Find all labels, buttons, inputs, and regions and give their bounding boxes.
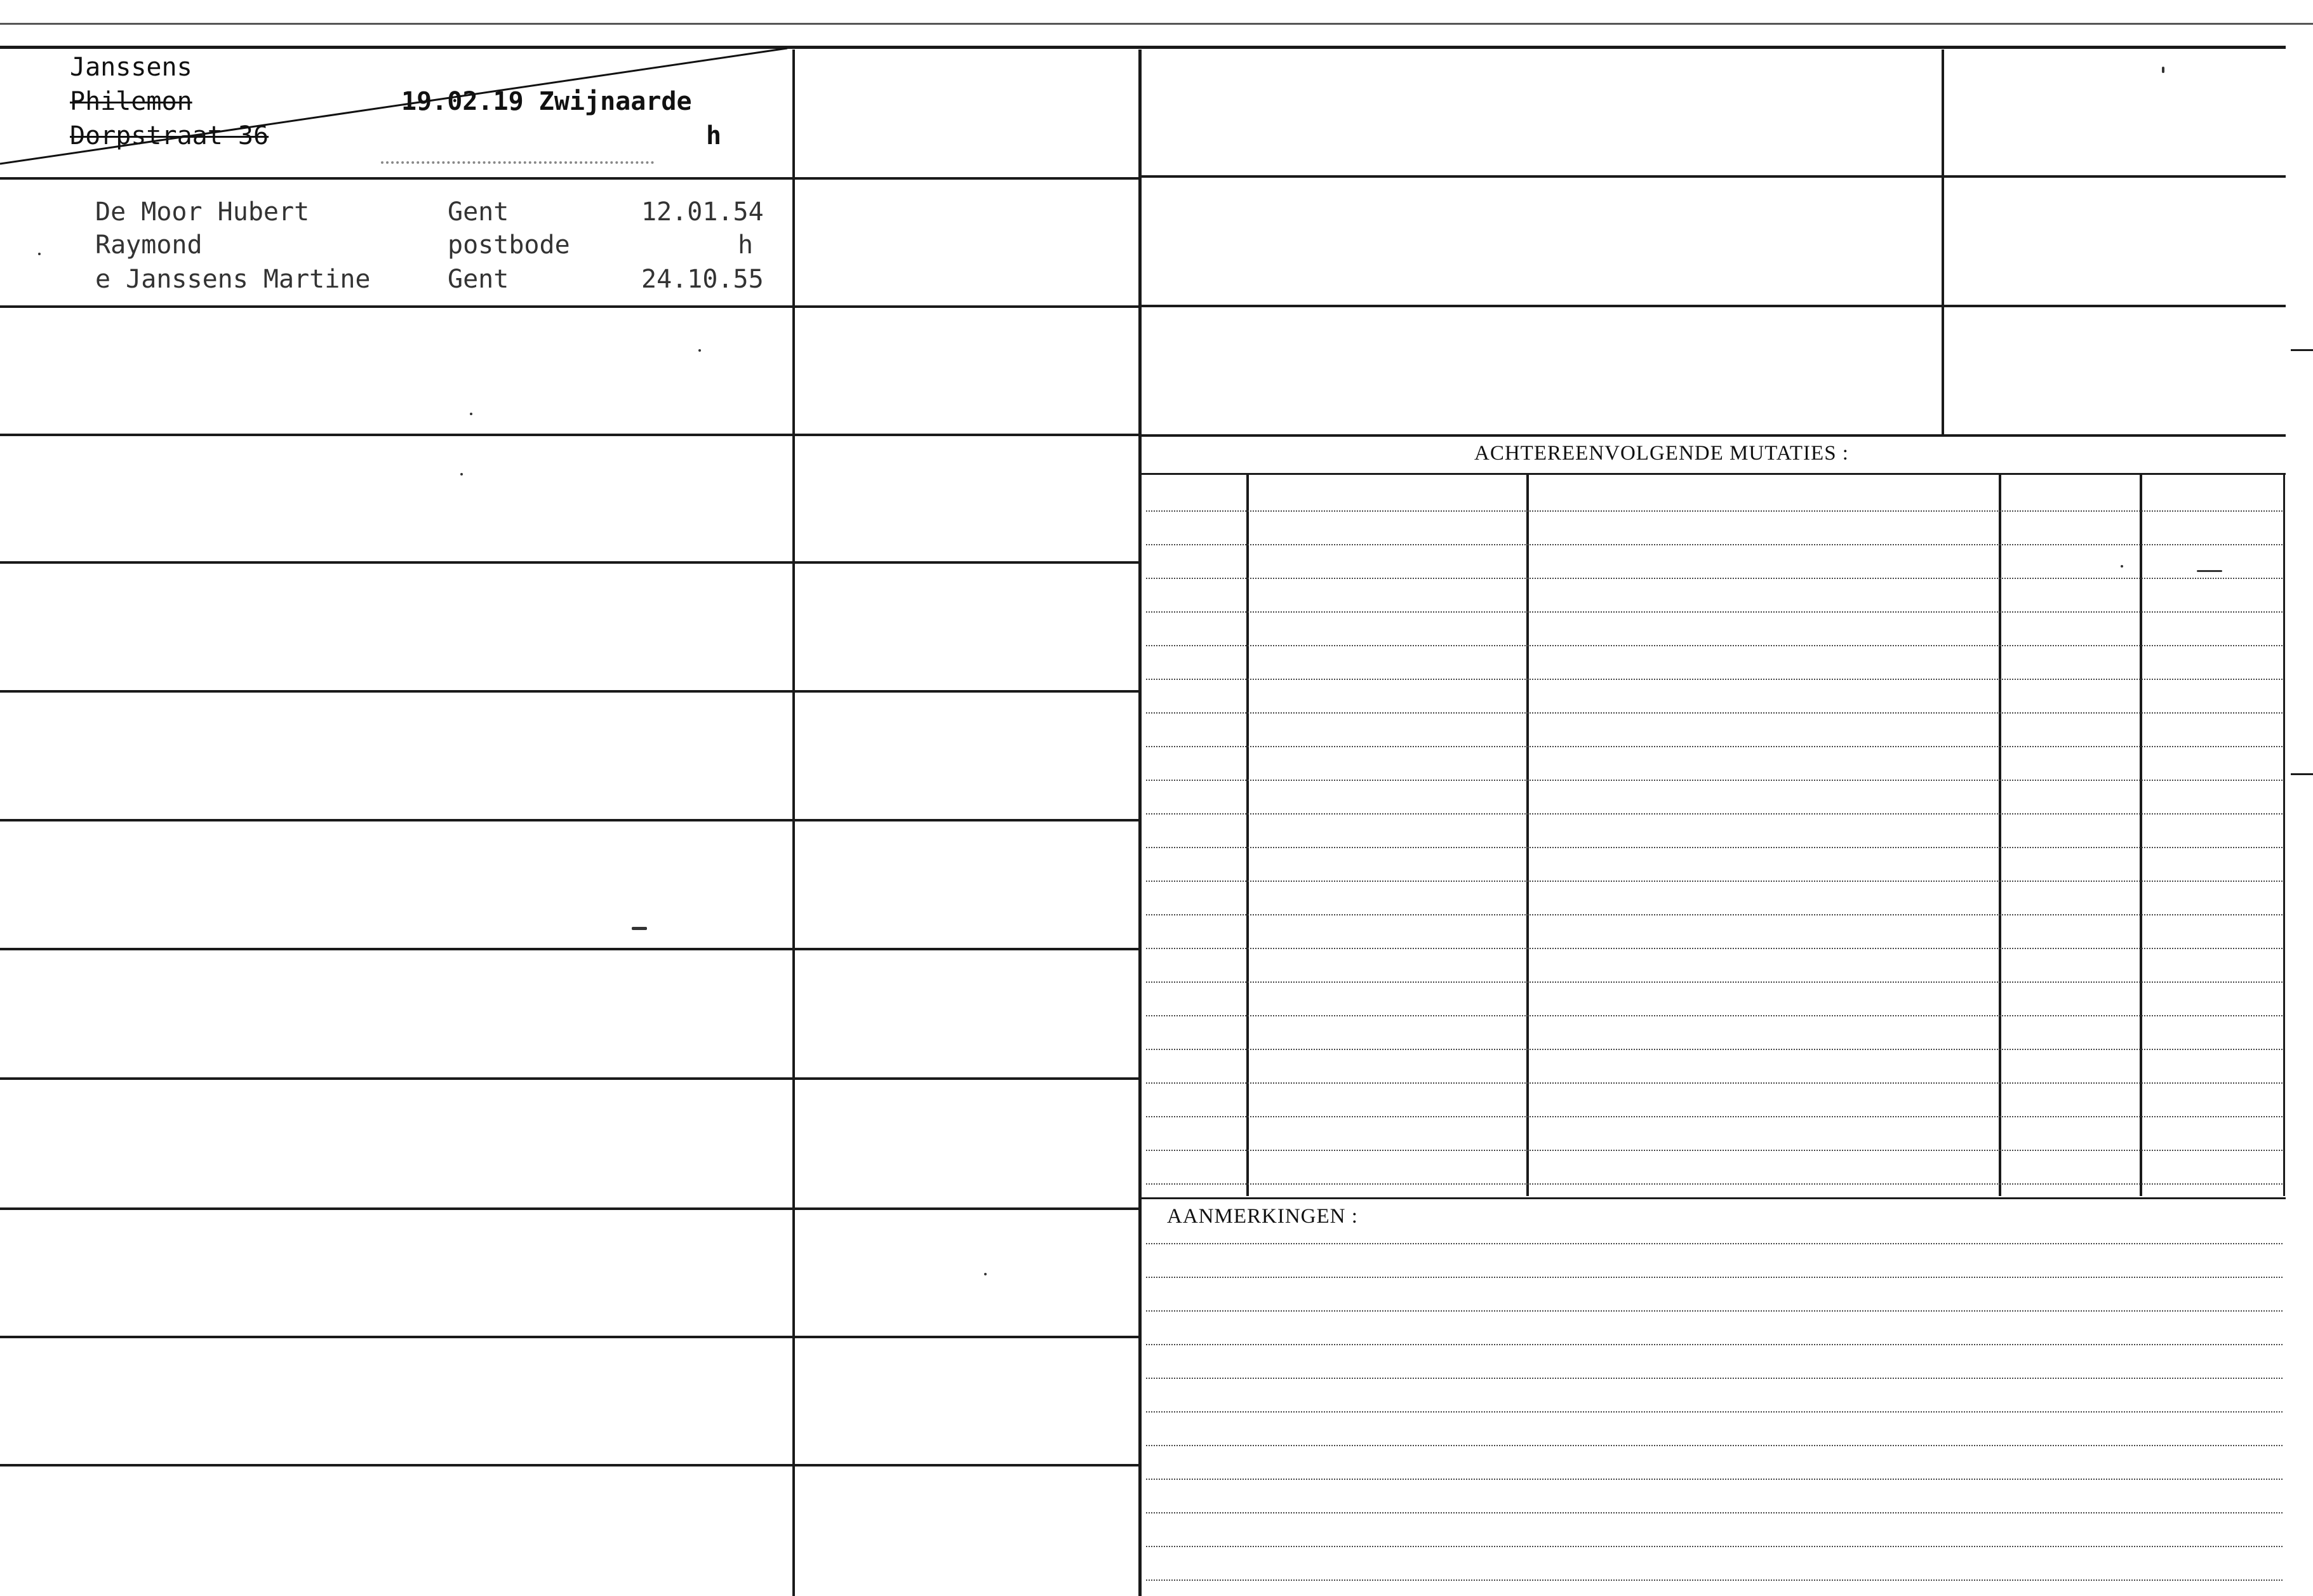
- center-divider: [1138, 50, 1142, 1596]
- scan-speck: [698, 349, 701, 352]
- mutations-row: [1146, 1183, 2283, 1185]
- scan-speck: [2162, 67, 2164, 73]
- left-row-line: [0, 177, 1138, 180]
- entry1-birth: 19.02.19 Zwijnaarde: [401, 87, 692, 116]
- mutations-row: [1146, 1150, 2283, 1151]
- entry1-faint-line: [381, 161, 654, 166]
- scan-speck: [470, 413, 472, 415]
- scan-speck: [2197, 570, 2222, 572]
- left-column-divider: [792, 50, 795, 1596]
- remarks-line: [1146, 1546, 2283, 1547]
- mutations-header-rule: [1142, 473, 2286, 475]
- mutations-row: [1146, 611, 2283, 613]
- mutations-row: [1146, 847, 2283, 848]
- entry1-surname: Janssens: [70, 53, 192, 82]
- mutations-row: [1146, 510, 2283, 512]
- entry2-place-line1: Gent: [448, 197, 509, 227]
- mutations-row: [1146, 1082, 2283, 1084]
- entry2-name-line3: e Janssens Martine: [95, 265, 371, 294]
- mutations-row: [1146, 948, 2283, 949]
- mutations-row: [1146, 981, 2283, 983]
- left-row-line: [0, 1464, 1138, 1466]
- mutations-column-line: [1526, 475, 1529, 1196]
- left-row-line: [0, 561, 1138, 564]
- remarks-line: [1146, 1579, 2283, 1581]
- scan-speck: [632, 927, 647, 930]
- entry2-code-line2: h: [738, 230, 754, 260]
- mutations-row: [1146, 578, 2283, 579]
- remarks-line: [1146, 1479, 2283, 1480]
- margin-tick: [2291, 773, 2313, 775]
- margin-tick: [2291, 349, 2313, 351]
- mutations-row: [1146, 813, 2283, 815]
- entry2-name-line1: De Moor Hubert: [95, 197, 310, 227]
- right-top-divider: [1942, 50, 1944, 434]
- mutations-right-border: [2283, 475, 2285, 1196]
- left-row-line: [0, 1207, 1138, 1210]
- mutations-row: [1146, 1015, 2283, 1016]
- remarks-line: [1146, 1243, 2283, 1244]
- right-top-row-line: [1142, 175, 2286, 178]
- remarks-line: [1146, 1512, 2283, 1513]
- remarks-line: [1146, 1445, 2283, 1446]
- mutations-column-line: [1246, 475, 1249, 1196]
- left-row-line: [0, 690, 1138, 693]
- entry1-street: Dorpstraat 36: [70, 121, 269, 150]
- mutations-row: [1146, 1116, 2283, 1117]
- remarks-line: [1146, 1411, 2283, 1413]
- mutations-row: [1146, 544, 2283, 545]
- scan-speck: [984, 1273, 987, 1275]
- left-row-line: [0, 1077, 1138, 1080]
- mutations-row: [1146, 746, 2283, 747]
- remarks-line: [1146, 1310, 2283, 1312]
- mutations-column-line: [2140, 475, 2142, 1196]
- entry1-firstname: Philemon: [70, 87, 192, 116]
- left-row-line: [0, 305, 1138, 308]
- remarks-line: [1146, 1277, 2283, 1278]
- left-row-line: [0, 948, 1138, 950]
- remarks-line: [1146, 1344, 2283, 1345]
- mutations-row: [1146, 780, 2283, 781]
- mutations-row: [1146, 679, 2283, 680]
- entry2-place-line3: Gent: [448, 265, 509, 294]
- mutations-row: [1146, 914, 2283, 915]
- scan-speck: [460, 473, 463, 475]
- left-row-line: [0, 434, 1138, 436]
- left-row-line: [0, 819, 1138, 821]
- right-top-row-line: [1142, 305, 2286, 307]
- mutations-heading: ACHTEREENVOLGENDE MUTATIES :: [1474, 442, 1849, 465]
- remarks-top-rule: [1142, 1197, 2286, 1199]
- remarks-heading: AANMERKINGEN :: [1167, 1205, 1358, 1228]
- mutations-row: [1146, 645, 2283, 646]
- entry1-code: h: [706, 121, 722, 150]
- mutations-column-line: [1999, 475, 2001, 1196]
- entry2-date-line1: 12.01.54: [641, 197, 764, 227]
- right-top-row-line: [1142, 434, 2286, 437]
- mutations-row: [1146, 881, 2283, 882]
- entry2-name-line2: Raymond: [95, 230, 203, 260]
- left-row-line: [0, 1336, 1138, 1338]
- top-edge-rule: [0, 23, 2313, 25]
- scan-speck: [38, 253, 41, 255]
- scan-speck: [2121, 565, 2123, 568]
- entry2-date-line3: 24.10.55: [641, 265, 764, 294]
- entry2-job-line2: postbode: [448, 230, 570, 260]
- mutations-row: [1146, 1049, 2283, 1050]
- mutations-row: [1146, 712, 2283, 714]
- remarks-line: [1146, 1378, 2283, 1379]
